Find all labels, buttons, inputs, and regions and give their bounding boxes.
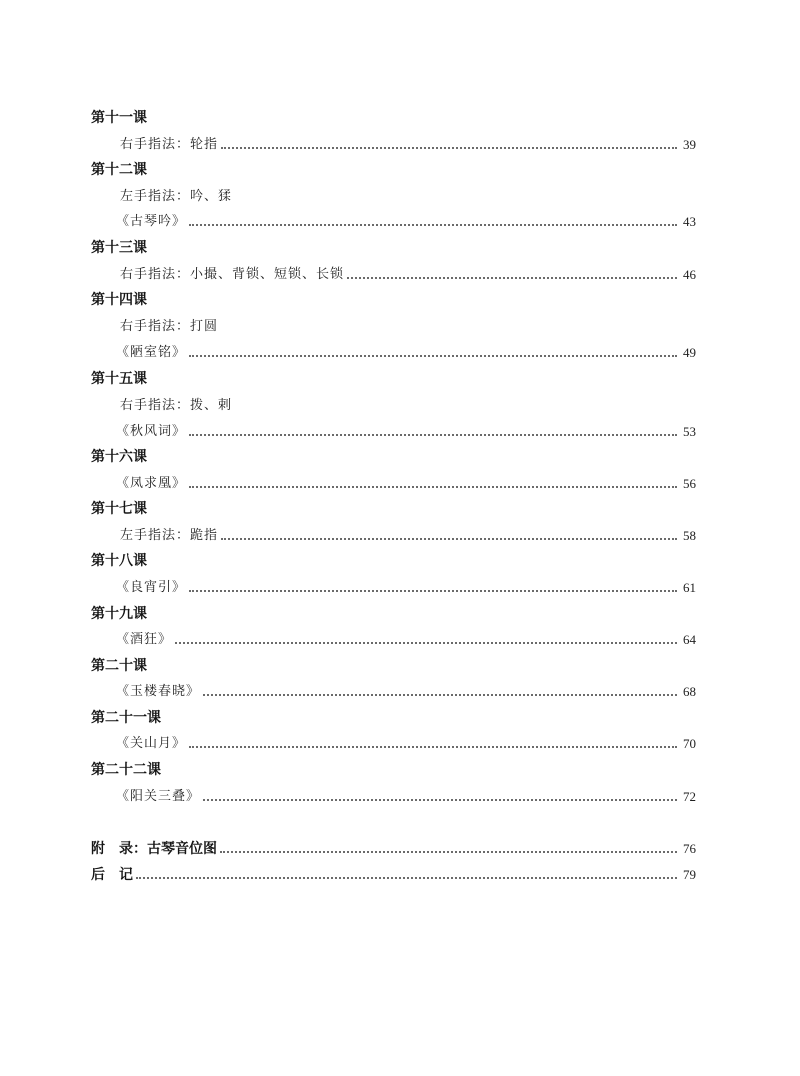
lesson-heading: 第十九课 bbox=[91, 606, 147, 622]
toc-subtopic: 左手指法：吟、猱 bbox=[120, 189, 233, 204]
dot-leader bbox=[189, 355, 677, 357]
dot-leader bbox=[347, 277, 677, 279]
toc-entry[interactable] bbox=[120, 527, 696, 545]
dot-leader bbox=[221, 538, 677, 540]
toc-entry[interactable] bbox=[116, 423, 696, 441]
toc-entry-appendix[interactable] bbox=[91, 840, 696, 858]
lesson-heading: 第十一课 bbox=[91, 110, 147, 126]
toc-entry-label: 《阳关三叠》 bbox=[116, 789, 201, 804]
dot-leader bbox=[189, 486, 677, 488]
toc-entry-label: 右手指法：轮指 bbox=[120, 137, 219, 152]
lesson-heading: 第十四课 bbox=[91, 292, 147, 308]
dot-leader bbox=[221, 147, 677, 149]
lesson-heading: 第二十二课 bbox=[91, 762, 161, 778]
dot-leader bbox=[189, 590, 677, 592]
lesson-heading: 第十八课 bbox=[91, 553, 147, 569]
toc-entry-label: 《关山月》 bbox=[116, 736, 187, 751]
toc-entry[interactable] bbox=[120, 136, 696, 154]
dot-leader bbox=[175, 642, 677, 644]
toc-entry-afterword[interactable] bbox=[91, 866, 696, 884]
toc-entry-label: 右手指法：小撮、背锁、短锁、长锁 bbox=[120, 267, 345, 282]
page-number: 43 bbox=[683, 214, 696, 229]
toc-entry[interactable] bbox=[116, 735, 696, 753]
toc-entry-label: 左手指法：跪指 bbox=[120, 528, 219, 543]
lesson-heading: 第二十课 bbox=[91, 658, 147, 674]
toc-subtopic: 右手指法：打圆 bbox=[120, 319, 219, 334]
toc-entry[interactable] bbox=[116, 683, 696, 701]
page-number: 58 bbox=[683, 528, 696, 543]
toc-entry-label: 《秋风词》 bbox=[116, 424, 187, 439]
page-number: 61 bbox=[683, 580, 696, 595]
page-number: 53 bbox=[683, 424, 696, 439]
page-number: 79 bbox=[683, 867, 696, 882]
dot-leader bbox=[203, 799, 677, 801]
toc-entry-label: 《酒狂》 bbox=[116, 632, 173, 647]
toc-subtopic: 右手指法：拨、剌 bbox=[120, 398, 233, 413]
toc-entry[interactable] bbox=[116, 213, 696, 231]
page-number: 68 bbox=[683, 684, 696, 699]
lesson-heading: 第二十一课 bbox=[91, 710, 161, 726]
dot-leader bbox=[189, 224, 677, 226]
toc-entry[interactable] bbox=[116, 579, 696, 597]
dot-leader bbox=[220, 851, 677, 853]
toc-entry[interactable] bbox=[116, 344, 696, 362]
lesson-heading: 第十二课 bbox=[91, 162, 147, 178]
toc-entry-label: 后 记 bbox=[91, 867, 133, 883]
page-number: 72 bbox=[683, 789, 696, 804]
lesson-heading: 第十六课 bbox=[91, 449, 147, 465]
dot-leader bbox=[203, 694, 677, 696]
page-number: 56 bbox=[683, 476, 696, 491]
dot-leader bbox=[136, 877, 677, 879]
toc-entry[interactable] bbox=[120, 266, 696, 284]
dot-leader bbox=[189, 434, 677, 436]
toc-entry-label: 《良宵引》 bbox=[116, 580, 187, 595]
toc-entry-label: 《古琴吟》 bbox=[116, 214, 187, 229]
lesson-heading: 第十五课 bbox=[91, 371, 147, 387]
lesson-heading: 第十七课 bbox=[91, 501, 147, 517]
toc-entry[interactable] bbox=[116, 788, 696, 806]
dot-leader bbox=[189, 746, 677, 748]
lesson-heading: 第十三课 bbox=[91, 240, 147, 256]
toc-entry[interactable] bbox=[116, 475, 696, 493]
page-number: 64 bbox=[683, 632, 696, 647]
page-number: 46 bbox=[683, 267, 696, 282]
page-number: 39 bbox=[683, 137, 696, 152]
toc-entry-label: 《陋室铭》 bbox=[116, 345, 187, 360]
toc-entry-label: 《玉楼春晓》 bbox=[116, 684, 201, 699]
page-number: 76 bbox=[683, 841, 696, 856]
toc-entry-label: 附 录：古琴音位图 bbox=[91, 841, 217, 857]
page-number: 70 bbox=[683, 736, 696, 751]
toc-entry-label: 《凤求凰》 bbox=[116, 476, 187, 491]
page-number: 49 bbox=[683, 345, 696, 360]
toc-entry[interactable] bbox=[116, 631, 696, 649]
